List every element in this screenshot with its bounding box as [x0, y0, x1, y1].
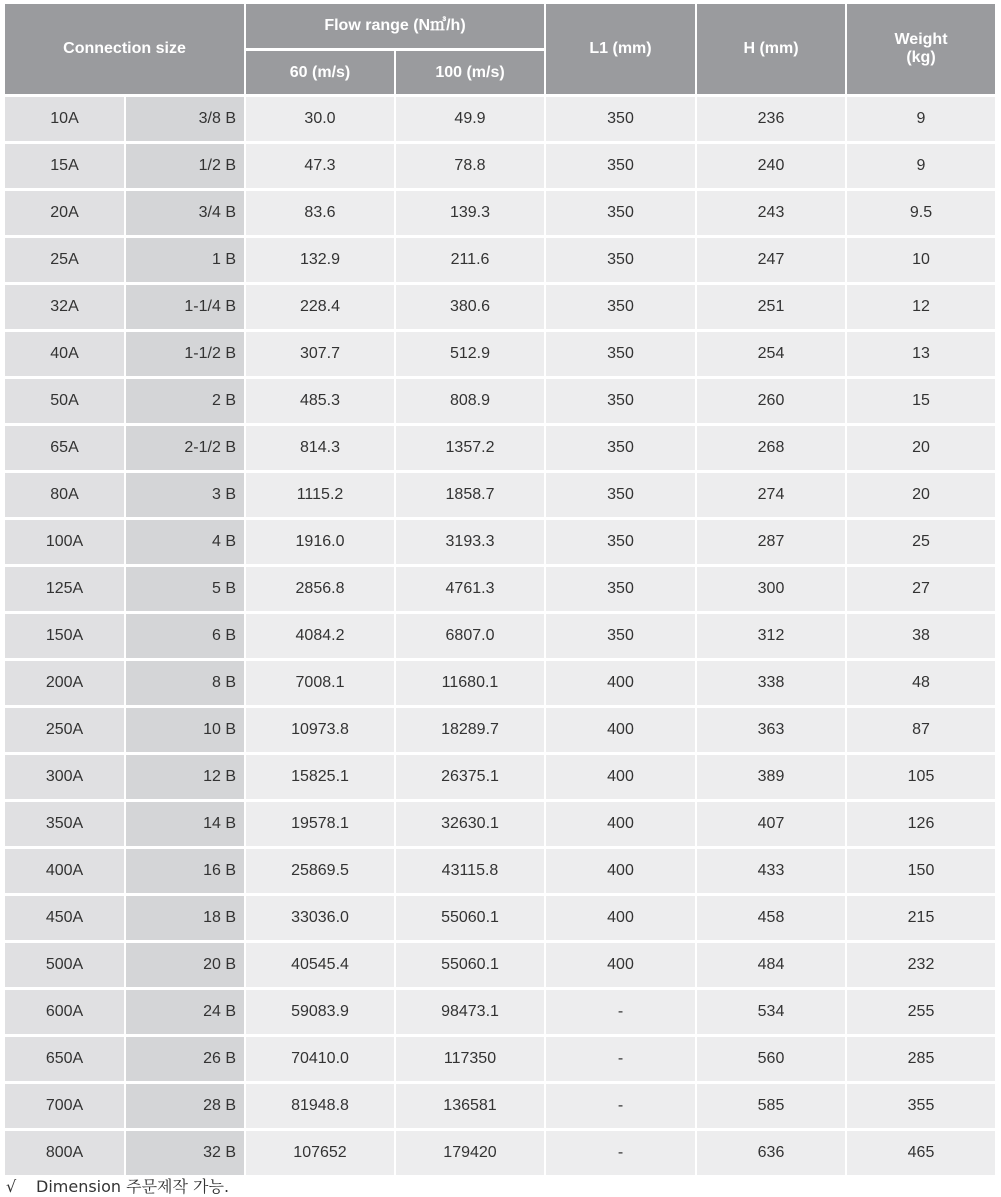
- cell-flow-100: 136581: [396, 1084, 544, 1128]
- cell-connection-b: 24 B: [126, 990, 244, 1034]
- table-row: [5, 567, 995, 611]
- cell-flow-100: 49.9: [396, 97, 544, 141]
- cell-connection-b: 28 B: [126, 1084, 244, 1128]
- cell-connection-a: 200A: [5, 661, 124, 705]
- cell-flow-60: 107652: [246, 1131, 394, 1175]
- cell-weight: 15: [847, 379, 995, 423]
- cell-connection-b: 1-1/2 B: [126, 332, 244, 376]
- cell-flow-60: 1115.2: [246, 473, 394, 517]
- cell-connection-a: 100A: [5, 520, 124, 564]
- checkmark-icon: √: [6, 1177, 17, 1196]
- cell-flow-60: 132.9: [246, 238, 394, 282]
- cell-flow-60: 19578.1: [246, 802, 394, 846]
- cell-l1: 400: [546, 708, 695, 752]
- cell-weight: 25: [847, 520, 995, 564]
- cell-flow-100: 55060.1: [396, 896, 544, 940]
- cell-connection-a: 450A: [5, 896, 124, 940]
- cell-connection-b: 1-1/4 B: [126, 285, 244, 329]
- cell-connection-a: 150A: [5, 614, 124, 658]
- cell-weight: 105: [847, 755, 995, 799]
- cell-h: 534: [697, 990, 845, 1034]
- cell-flow-100: 18289.7: [396, 708, 544, 752]
- cell-h: 274: [697, 473, 845, 517]
- cell-h: 407: [697, 802, 845, 846]
- cell-l1: 350: [546, 473, 695, 517]
- cell-connection-b: 20 B: [126, 943, 244, 987]
- cell-h: 636: [697, 1131, 845, 1175]
- table-row: [5, 285, 995, 329]
- cell-connection-b: 1/2 B: [126, 144, 244, 188]
- cell-weight: 255: [847, 990, 995, 1034]
- cell-flow-100: 26375.1: [396, 755, 544, 799]
- cell-flow-100: 43115.8: [396, 849, 544, 893]
- cell-h: 243: [697, 191, 845, 235]
- cell-weight: 9.5: [847, 191, 995, 235]
- cell-flow-100: 808.9: [396, 379, 544, 423]
- header-velocity-100: 100 (m/s): [396, 51, 544, 94]
- cell-l1: 350: [546, 238, 695, 282]
- cell-l1: 350: [546, 191, 695, 235]
- table-row: [5, 708, 995, 752]
- cell-l1: 400: [546, 802, 695, 846]
- cell-h: 484: [697, 943, 845, 987]
- cell-h: 433: [697, 849, 845, 893]
- cell-l1: 400: [546, 896, 695, 940]
- cell-flow-60: 81948.8: [246, 1084, 394, 1128]
- cell-h: 254: [697, 332, 845, 376]
- cell-weight: 38: [847, 614, 995, 658]
- cell-flow-60: 2856.8: [246, 567, 394, 611]
- cell-flow-60: 1916.0: [246, 520, 394, 564]
- cell-flow-60: 59083.9: [246, 990, 394, 1034]
- cell-flow-100: 1357.2: [396, 426, 544, 470]
- cell-flow-100: 512.9: [396, 332, 544, 376]
- cell-weight: 20: [847, 473, 995, 517]
- table-row: [5, 191, 995, 235]
- cell-connection-a: 650A: [5, 1037, 124, 1081]
- cell-flow-60: 47.3: [246, 144, 394, 188]
- cell-flow-60: 30.0: [246, 97, 394, 141]
- cell-l1: 350: [546, 332, 695, 376]
- cell-flow-60: 4084.2: [246, 614, 394, 658]
- cell-flow-100: 4761.3: [396, 567, 544, 611]
- table-row: [5, 144, 995, 188]
- table-row: [5, 990, 995, 1034]
- cell-connection-a: 20A: [5, 191, 124, 235]
- cell-l1: -: [546, 990, 695, 1034]
- cell-flow-100: 211.6: [396, 238, 544, 282]
- table-row: [5, 332, 995, 376]
- table-row: [5, 426, 995, 470]
- cell-h: 389: [697, 755, 845, 799]
- cell-connection-b: 2 B: [126, 379, 244, 423]
- cell-h: 247: [697, 238, 845, 282]
- cell-l1: -: [546, 1131, 695, 1175]
- cell-h: 312: [697, 614, 845, 658]
- cell-weight: 355: [847, 1084, 995, 1128]
- cell-connection-b: 26 B: [126, 1037, 244, 1081]
- cell-weight: 232: [847, 943, 995, 987]
- table-row: [5, 849, 995, 893]
- cell-connection-b: 1 B: [126, 238, 244, 282]
- table-row: [5, 97, 995, 141]
- table-row: [5, 896, 995, 940]
- cell-weight: 285: [847, 1037, 995, 1081]
- cell-weight: 87: [847, 708, 995, 752]
- cell-l1: 350: [546, 567, 695, 611]
- cell-connection-a: 125A: [5, 567, 124, 611]
- cell-connection-a: 50A: [5, 379, 124, 423]
- cell-flow-100: 6807.0: [396, 614, 544, 658]
- cell-h: 260: [697, 379, 845, 423]
- cell-connection-b: 16 B: [126, 849, 244, 893]
- cell-connection-a: 15A: [5, 144, 124, 188]
- cell-h: 458: [697, 896, 845, 940]
- table-row: [5, 661, 995, 705]
- cell-l1: 350: [546, 144, 695, 188]
- cell-connection-b: 2-1/2 B: [126, 426, 244, 470]
- cell-weight: 27: [847, 567, 995, 611]
- cell-connection-a: 350A: [5, 802, 124, 846]
- cell-connection-a: 300A: [5, 755, 124, 799]
- cell-h: 268: [697, 426, 845, 470]
- cell-weight: 9: [847, 97, 995, 141]
- cell-h: 363: [697, 708, 845, 752]
- table-row: [5, 1131, 995, 1175]
- cell-l1: 350: [546, 97, 695, 141]
- cell-l1: -: [546, 1037, 695, 1081]
- cell-h: 300: [697, 567, 845, 611]
- table-row: [5, 943, 995, 987]
- cell-flow-100: 32630.1: [396, 802, 544, 846]
- cell-weight: 215: [847, 896, 995, 940]
- header-weight: [847, 4, 995, 94]
- cell-weight: 465: [847, 1131, 995, 1175]
- cell-flow-60: 25869.5: [246, 849, 394, 893]
- table-row: [5, 238, 995, 282]
- cell-flow-60: 15825.1: [246, 755, 394, 799]
- cell-connection-b: 8 B: [126, 661, 244, 705]
- cell-flow-60: 814.3: [246, 426, 394, 470]
- table-row: [5, 802, 995, 846]
- table-row: [5, 379, 995, 423]
- cell-connection-a: 40A: [5, 332, 124, 376]
- cell-flow-100: 3193.3: [396, 520, 544, 564]
- cell-connection-b: 3/8 B: [126, 97, 244, 141]
- cell-l1: 400: [546, 943, 695, 987]
- cell-l1: 400: [546, 755, 695, 799]
- table-row: [5, 755, 995, 799]
- cell-flow-100: 98473.1: [396, 990, 544, 1034]
- table-header: [5, 4, 995, 94]
- header-weight-label: Weight: [894, 31, 948, 48]
- cell-flow-60: 485.3: [246, 379, 394, 423]
- cell-weight: 10: [847, 238, 995, 282]
- spec-table-container: [5, 4, 995, 1178]
- cell-h: 251: [697, 285, 845, 329]
- cell-connection-b: 6 B: [126, 614, 244, 658]
- cell-l1: 400: [546, 849, 695, 893]
- cell-connection-a: 80A: [5, 473, 124, 517]
- cell-connection-a: 400A: [5, 849, 124, 893]
- cell-flow-60: 83.6: [246, 191, 394, 235]
- cell-connection-a: 500A: [5, 943, 124, 987]
- footnote: [6, 1174, 229, 1197]
- cell-flow-100: 117350: [396, 1037, 544, 1081]
- cell-l1: -: [546, 1084, 695, 1128]
- cell-connection-b: 14 B: [126, 802, 244, 846]
- cell-h: 585: [697, 1084, 845, 1128]
- header-connection-size: Connection size: [5, 4, 244, 94]
- cell-connection-b: 3 B: [126, 473, 244, 517]
- cell-connection-a: 10A: [5, 97, 124, 141]
- cell-weight: 12: [847, 285, 995, 329]
- cell-connection-a: 65A: [5, 426, 124, 470]
- spec-table: [3, 1, 997, 1178]
- table-row: [5, 1037, 995, 1081]
- cell-flow-100: 55060.1: [396, 943, 544, 987]
- table-row: [5, 1084, 995, 1128]
- cell-h: 287: [697, 520, 845, 564]
- cell-l1: 350: [546, 614, 695, 658]
- cell-flow-100: 380.6: [396, 285, 544, 329]
- cell-h: 560: [697, 1037, 845, 1081]
- cell-connection-b: 32 B: [126, 1131, 244, 1175]
- cell-flow-100: 11680.1: [396, 661, 544, 705]
- header-velocity-60: 60 (m/s): [246, 51, 394, 94]
- cell-weight: 48: [847, 661, 995, 705]
- table-row: [5, 614, 995, 658]
- table-row: [5, 473, 995, 517]
- cell-connection-b: 5 B: [126, 567, 244, 611]
- footnote-text: Dimension 주문제작 가능.: [36, 1177, 230, 1196]
- cell-flow-60: 40545.4: [246, 943, 394, 987]
- cell-weight: 126: [847, 802, 995, 846]
- cell-l1: 350: [546, 379, 695, 423]
- cell-h: 240: [697, 144, 845, 188]
- cell-weight: 150: [847, 849, 995, 893]
- header-flow-range: Flow range (N㎥/h): [246, 4, 544, 48]
- cell-weight: 13: [847, 332, 995, 376]
- cell-connection-b: 18 B: [126, 896, 244, 940]
- cell-connection-b: 4 B: [126, 520, 244, 564]
- cell-flow-60: 228.4: [246, 285, 394, 329]
- header-h: H (mm): [697, 4, 845, 94]
- table-row: [5, 520, 995, 564]
- cell-connection-a: 250A: [5, 708, 124, 752]
- cell-connection-a: 800A: [5, 1131, 124, 1175]
- cell-connection-b: 12 B: [126, 755, 244, 799]
- cell-flow-60: 7008.1: [246, 661, 394, 705]
- cell-connection-b: 3/4 B: [126, 191, 244, 235]
- cell-l1: 350: [546, 426, 695, 470]
- cell-flow-60: 307.7: [246, 332, 394, 376]
- cell-flow-100: 78.8: [396, 144, 544, 188]
- cell-flow-60: 70410.0: [246, 1037, 394, 1081]
- header-l1: L1 (mm): [546, 4, 695, 94]
- cell-l1: 350: [546, 520, 695, 564]
- cell-flow-100: 139.3: [396, 191, 544, 235]
- cell-connection-a: 700A: [5, 1084, 124, 1128]
- cell-h: 338: [697, 661, 845, 705]
- cell-connection-a: 25A: [5, 238, 124, 282]
- cell-connection-b: 10 B: [126, 708, 244, 752]
- table-body: [5, 97, 995, 1175]
- cell-flow-100: 1858.7: [396, 473, 544, 517]
- cell-weight: 20: [847, 426, 995, 470]
- cell-connection-a: 600A: [5, 990, 124, 1034]
- cell-h: 236: [697, 97, 845, 141]
- cell-flow-60: 33036.0: [246, 896, 394, 940]
- cell-flow-100: 179420: [396, 1131, 544, 1175]
- header-weight-unit: (kg): [906, 49, 936, 66]
- cell-connection-a: 32A: [5, 285, 124, 329]
- cell-l1: 350: [546, 285, 695, 329]
- cell-weight: 9: [847, 144, 995, 188]
- cell-flow-60: 10973.8: [246, 708, 394, 752]
- cell-l1: 400: [546, 661, 695, 705]
